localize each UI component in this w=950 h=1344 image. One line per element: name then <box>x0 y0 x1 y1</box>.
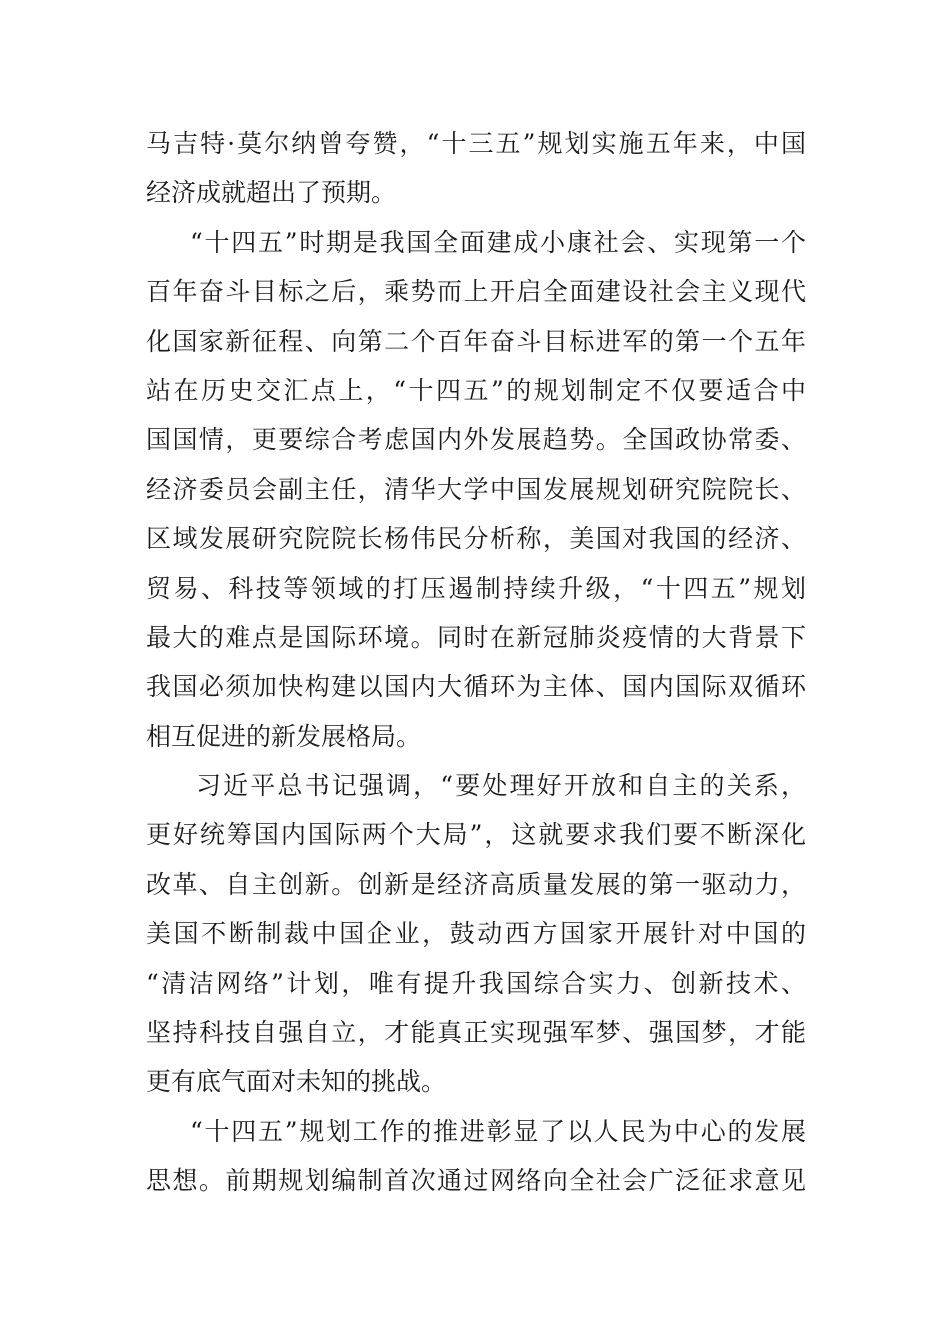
text-line: 区域发展研究院院长杨伟民分析称，美国对我国的经济、 <box>146 524 806 554</box>
text-line: “十四五”时期是我国全面建成小康社会、实现第一个 <box>190 227 806 257</box>
text-line: 经济委员会副主任，清华大学中国发展规划研究院院长、 <box>146 474 806 504</box>
text-line: 马吉特·莫尔纳曾夸赞，“十三五”规划实施五年来，中国 <box>146 129 806 158</box>
text-line: 站在历史交汇点上，“十四五”的规划制定不仅要适合中 <box>146 375 806 405</box>
text-line: 美国不断制裁中国企业，鼓动西方国家开展针对中国的 <box>146 919 806 949</box>
paragraph-2 <box>146 218 806 761</box>
text-line: 更好统筹国内国际两个大局”，这就要求我们要不断深化 <box>146 820 806 850</box>
text-line: 最大的难点是国际环境。同时在新冠肺炎疫情的大背景下 <box>146 622 806 652</box>
paragraph-3 <box>146 761 806 1107</box>
text-line: 我国必须加快构建以国内大循环为主体、国内国际双循环 <box>146 672 806 702</box>
text-line: 更有底气面对未知的挑战。 <box>146 1067 447 1097</box>
paragraph-1 <box>146 119 806 218</box>
text-line: “清洁网络”计划，唯有提升我国综合实力、创新技术、 <box>146 968 806 998</box>
text-line: 坚持科技自强自立，才能真正实现强军梦、强国梦，才能 <box>146 1018 806 1048</box>
text-line: 经济成就超出了预期。 <box>146 178 397 208</box>
text-line: 贸易、科技等领域的打压遏制持续升级，“十四五”规划 <box>146 573 806 603</box>
text-line: “十四五”规划工作的推进彰显了以人民为中心的发展 <box>190 1116 806 1146</box>
text-line: 国国情，更要综合考虑国内外发展趋势。全国政协常委、 <box>146 425 806 455</box>
document-body <box>146 119 806 1206</box>
text-line: 习近平总书记强调，“要处理好开放和自主的关系， <box>196 771 806 801</box>
text-line: 化国家新征程、向第二个百年奋斗目标进军的第一个五年 <box>146 326 806 356</box>
text-line: 百年奋斗目标之后，乘势而上开启全面建设社会主义现代 <box>146 277 806 307</box>
text-line: 相互促进的新发展格局。 <box>146 721 422 751</box>
text-line: 思想。前期规划编制首次通过网络向全社会广泛征求意见 <box>146 1166 806 1196</box>
text-line: 改革、自主创新。创新是经济高质量发展的第一驱动力， <box>146 869 806 899</box>
paragraph-4 <box>146 1107 806 1206</box>
